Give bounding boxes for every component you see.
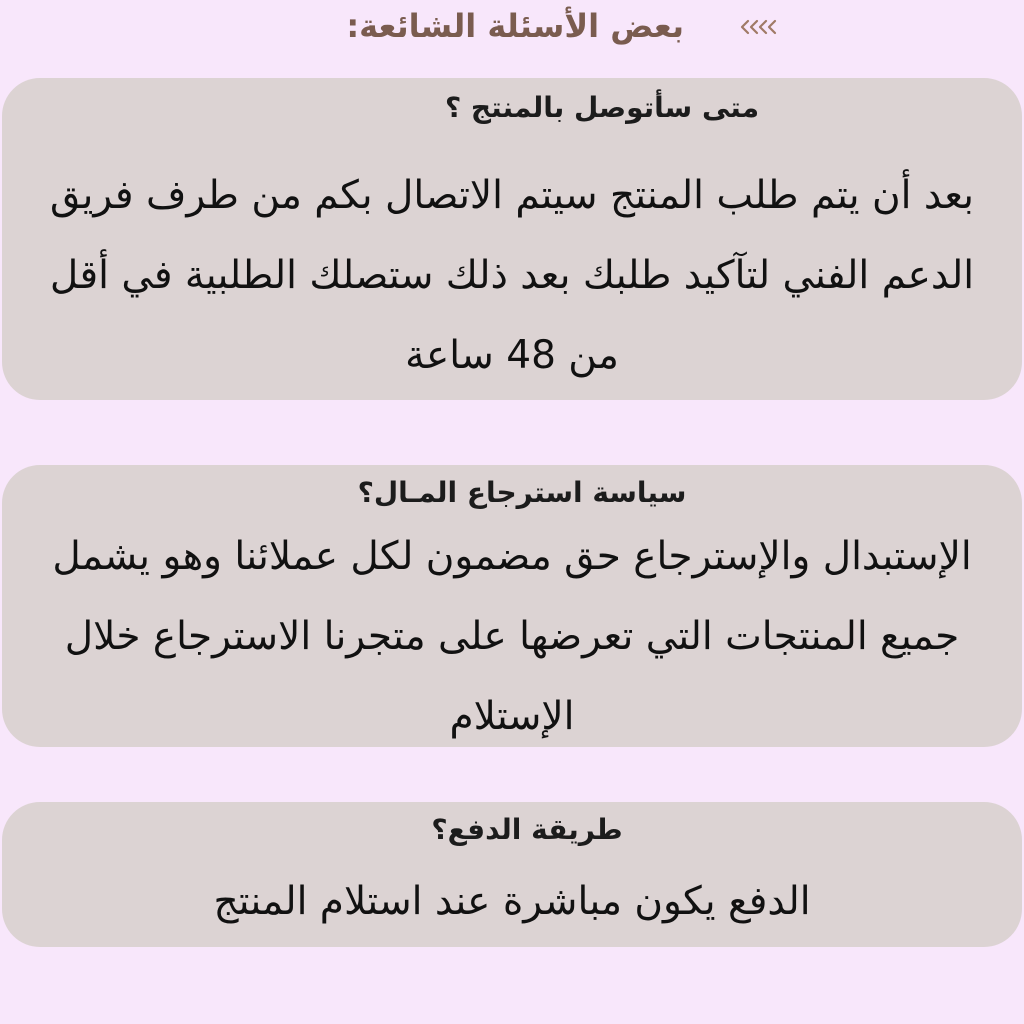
- faq-card-delivery: [2, 78, 1022, 400]
- chevrons-left-icon: [736, 12, 786, 42]
- faq-title: بعض الأسئلة الشائعة:: [346, 7, 684, 45]
- faq-answer: الإستبدال والإسترجاع حق مضمون لكل عملائنا وهو يشمل جميع المنتجات التي تعرضها على متجرنا الاسترجاع خلال الإستلام: [52, 534, 972, 739]
- faq-question: متى سأتوصل بالمنتج ؟: [444, 91, 760, 124]
- faq-question: طريقة الدفع؟: [431, 813, 623, 846]
- faq-card-payment: [2, 802, 1022, 947]
- faq-question: سياسة استرجاع المـال؟: [357, 476, 687, 509]
- faq-header: [0, 2, 1024, 52]
- faq-answer: بعد أن يتم طلب المنتج سيتم الاتصال بكم من طرف فريق الدعم الفني لتآكيد طلبك بعد ذلك ستصلك الطلبية في أقل من 48 ساعة: [49, 173, 975, 378]
- faq-card-refund: [2, 465, 1022, 747]
- faq-answer: الدفع يكون مباشرة عند استلام المنتج: [213, 879, 811, 924]
